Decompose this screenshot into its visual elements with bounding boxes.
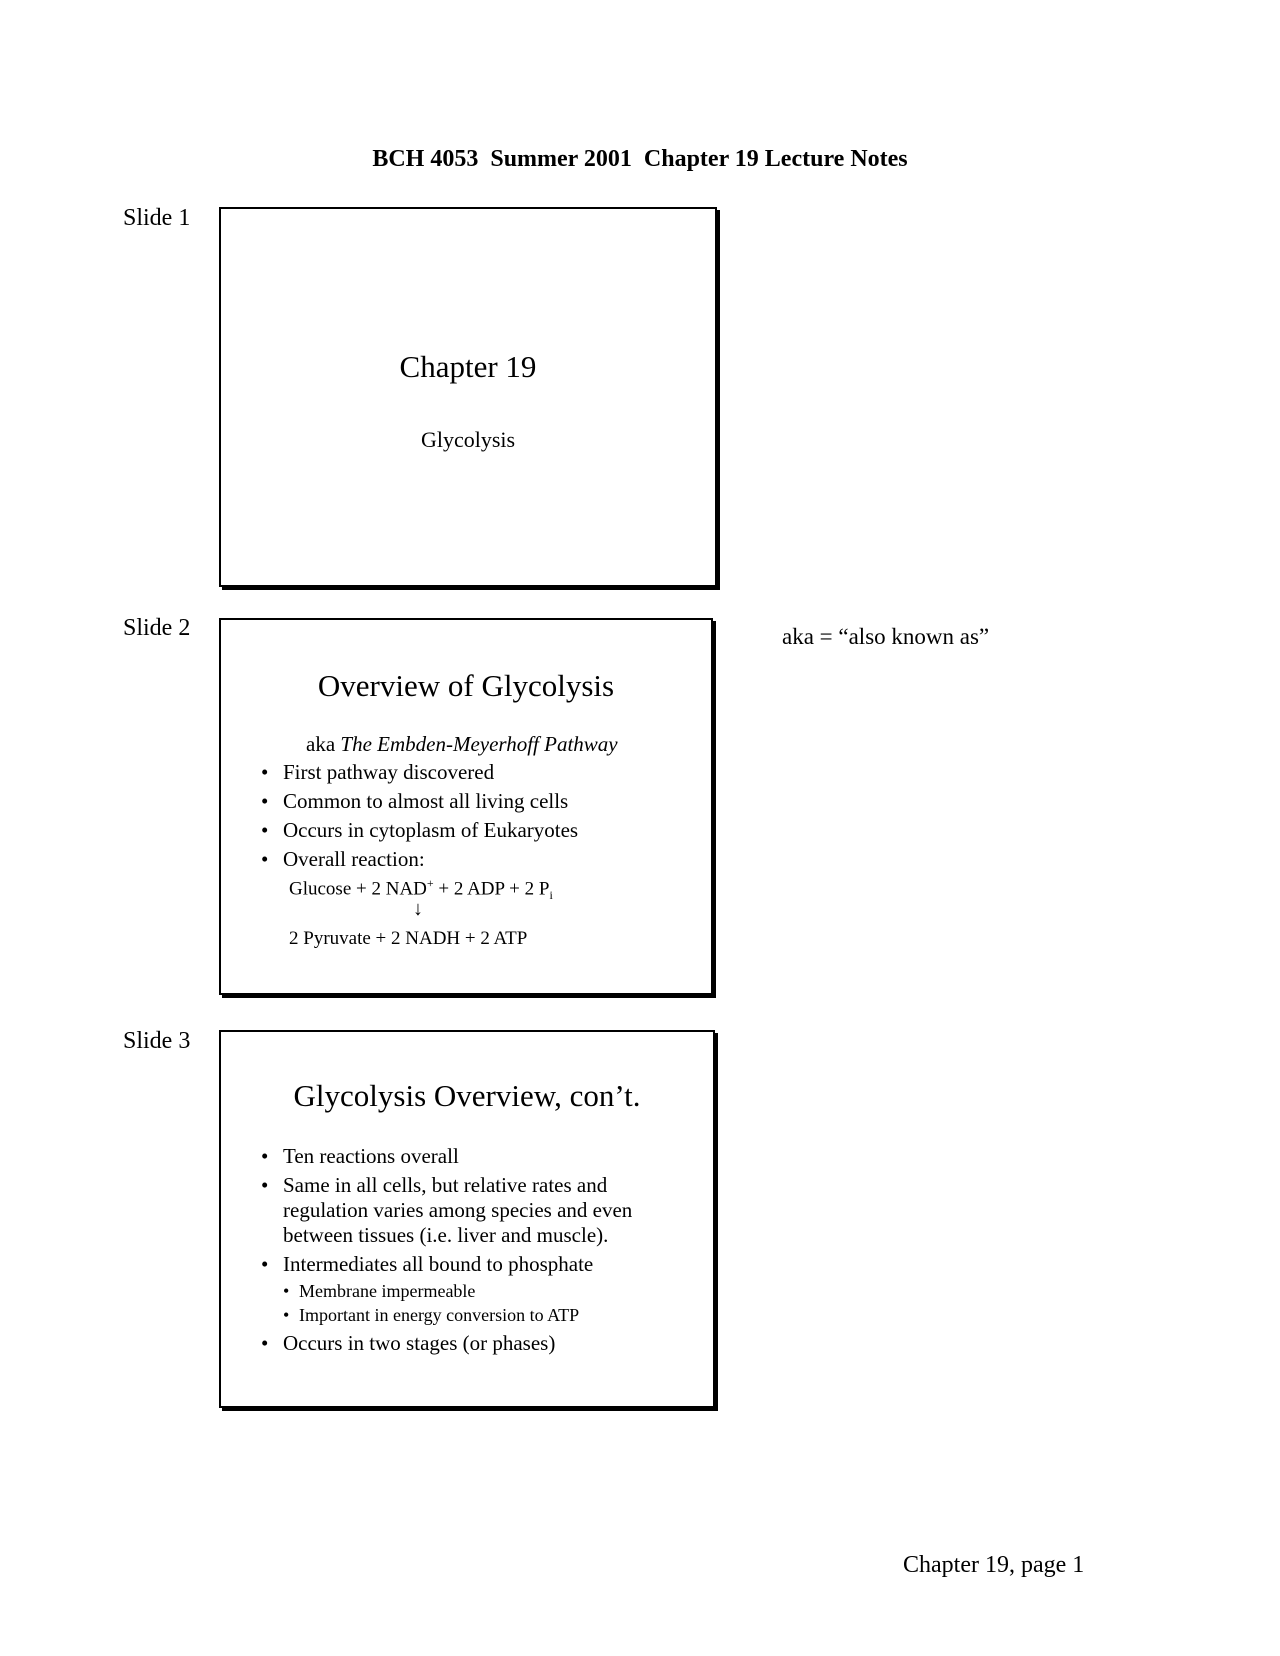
list-item: • Overall reaction: (261, 847, 691, 872)
phosphate-subscript: i (549, 888, 553, 903)
pathway-name: The Embden-Meyerhoff Pathway (340, 732, 618, 756)
list-item: • Ten reactions overall (261, 1144, 693, 1169)
slide-3-label: Slide 3 (123, 1028, 191, 1054)
slide-2-aka-line (306, 732, 618, 757)
slide-2-title: Overview of Glycolysis (317, 668, 615, 703)
slide-2-label: Slide 2 (123, 615, 191, 641)
nad-charge: + (426, 876, 434, 890)
sub-list-item: • Membrane impermeable (283, 1279, 693, 1303)
side-note: aka = “also known as” (782, 624, 990, 649)
page-header: BCH 4053 Summer 2001 Chapter 19 Lecture Notes (372, 146, 908, 172)
slide-3-title: Glycolysis Overview, con’t. (293, 1078, 641, 1113)
slide-1-title: Chapter 19 (399, 349, 537, 384)
page-footer: Chapter 19, page 1 (903, 1552, 1085, 1578)
list-item: • Same in all cells, but relative rates and regulation varies among species and even between tissues (i.e. liver and muscle). (261, 1173, 693, 1248)
slide-3-box (219, 1030, 715, 1408)
list-item-text: Intermediates all bound to phosphate (283, 1252, 594, 1276)
sub-bullet-list (283, 1279, 693, 1327)
reactants-part-a: Glucose + 2 NAD (289, 878, 427, 900)
arrow-down-icon: ↓ (413, 898, 423, 920)
aka-prefix: aka (306, 732, 341, 756)
list-item: • Common to almost all living cells (261, 789, 691, 814)
sub-list-item: • Important in energy conversion to ATP (283, 1303, 693, 1327)
list-item: • Occurs in two stages (or phases) (261, 1331, 693, 1356)
slide-1-subtitle: Glycolysis (420, 427, 516, 452)
slide-3-bullet-list (261, 1144, 693, 1360)
slide-2-bullet-list (261, 760, 691, 876)
slide-2-box (219, 618, 713, 995)
list-item: • First pathway discovered (261, 760, 691, 785)
list-item: • Occurs in cytoplasm of Eukaryotes (261, 818, 691, 843)
list-item (261, 1252, 693, 1327)
slide-1-box (219, 207, 717, 587)
reactants-part-b: + 2 ADP + 2 P (433, 878, 550, 900)
slide-1-label: Slide 1 (123, 205, 191, 231)
equation-products: 2 Pyruvate + 2 NADH + 2 ATP (289, 928, 528, 949)
